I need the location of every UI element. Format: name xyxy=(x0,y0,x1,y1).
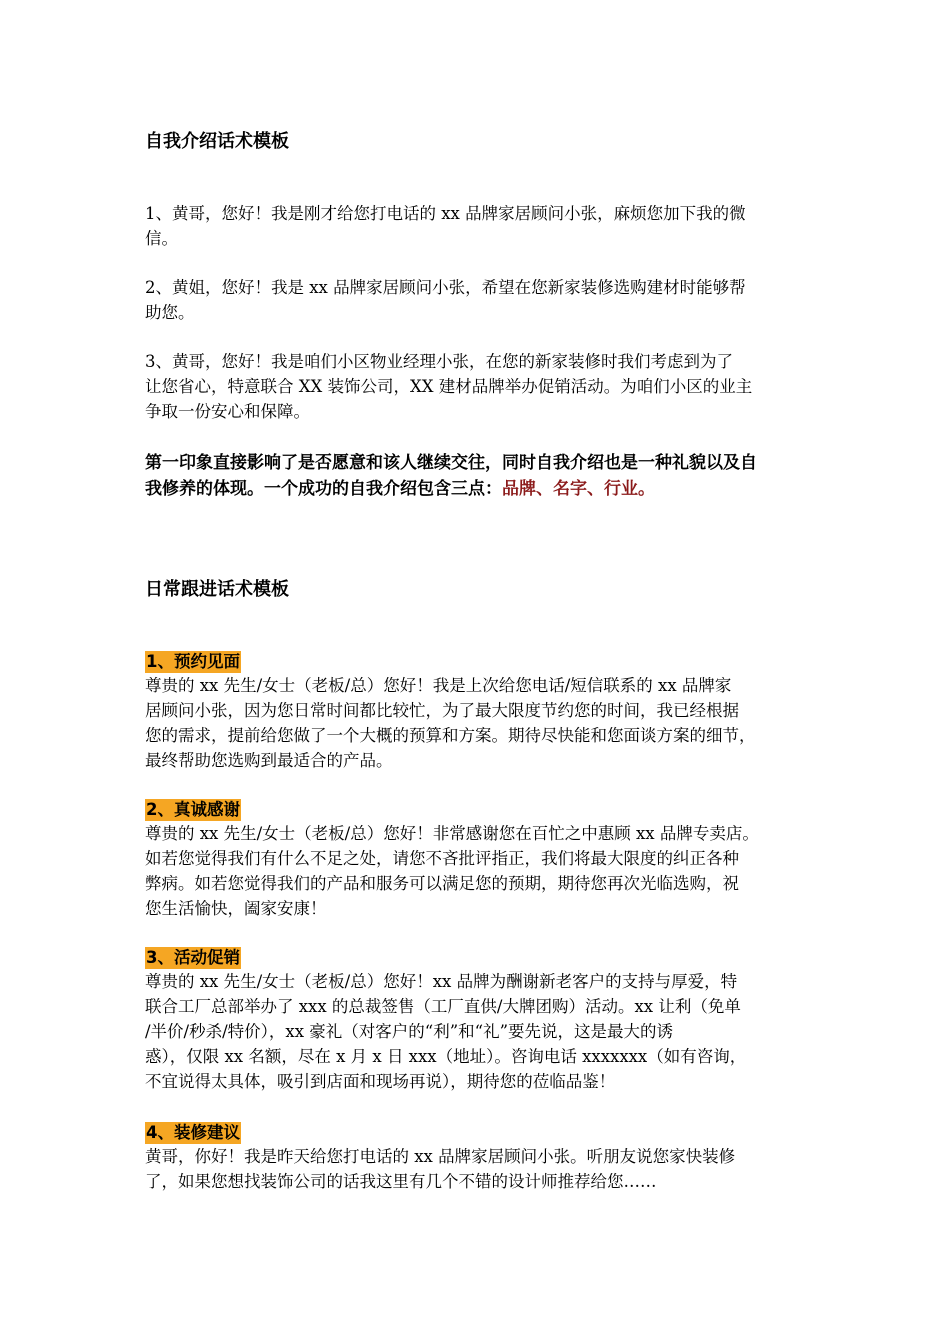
section-title-follow-up: 日常跟进话术模板 xyxy=(145,579,289,600)
subheading-promotion: 3、活动促销 xyxy=(146,948,240,967)
subheading-thanks: 2、真诚感谢 xyxy=(146,800,240,819)
paragraph-promotion: 尊贵的 xx 先生/女士（老板/总）您好！xx 品牌为酬谢新老客户的支持与厚爱，特 联合工厂总部举办了 xxx 的总裁签售（工厂直供/大牌团购）活动。xx 让利（免单 /半价/秒杀/特价），xx 豪礼（对客户的“利”和“礼”要先说，这是最大的诱 惑），仅限 xx 名额，尽在 x 月 x 日 xxx（地址）。咨询电话 xxxxxxx（如有咨询， 不宜说得太具体，吸引到店面和现场再说），期待您的莅临品鉴！ xyxy=(145,972,747,1091)
paragraph-thanks: 尊贵的 xx 先生/女士（老板/总）您好！非常感谢您在百忙之中惠顾 xx 品牌专卖店。 如若您觉得我们有什么不足之处，请您不吝批评指正，我们将最大限度的纠正各种 弊病。如若您觉得我们的产品和服务可以满足您的预期，期待您再次光临选购，祝 您生活愉快，阖家安康！ xyxy=(145,824,759,918)
intro-paragraph-2: 2、黄姐，您好！我是 xx 品牌家居顾问小张，希望在您新家装修选购建材时能够帮 助您。 xyxy=(145,278,746,322)
section-title-self-intro: 自我介绍话术模板 xyxy=(145,131,289,152)
paragraph-appointment: 尊贵的 xx 先生/女士（老板/总）您好！我是上次给您电话/短信联系的 xx 品牌家 居顾问小张，因为您日常时间都比较忙，为了最大限度节约您的时间，我已经根据 您的需求，提前给您做了一个大概的预算和方案。期待尽快能和您面谈方案的细节， 最终帮助您选购到最适合的产品。 xyxy=(145,676,756,770)
intro-summary: 第一印象直接影响了是否愿意和该人继续交往，同时自我介绍也是一种礼貌以及自 我修养的体现。一个成功的自我介绍包含三点：品牌、名字、行业。 xyxy=(145,453,757,499)
subheading-decoration-advice: 4、装修建议 xyxy=(146,1123,240,1142)
summary-highlight: 品牌、名字、行业。 xyxy=(502,479,655,499)
paragraph-decoration-advice: 黄哥，你好！我是昨天给您打电话的 xx 品牌家居顾问小张。听朋友说您家快装修 了，如果您想找装饰公司的话我这里有几个不错的设计师推荐给您…… xyxy=(145,1147,736,1191)
intro-paragraph-1: 1、黄哥，您好！我是刚才给您打电话的 xx 品牌家居顾问小张，麻烦您加下我的微 信。 xyxy=(145,204,746,248)
intro-paragraph-3: 3、黄哥，您好！我是咱们小区物业经理小张，在您的新家装修时我们考虑到为了 让您省心，特意联合 XX 装饰公司，XX 建材品牌举办促销活动。为咱们小区的业主 争取一份安心和保障。 xyxy=(145,352,753,421)
subheading-appointment: 1、预约见面 xyxy=(146,652,240,671)
